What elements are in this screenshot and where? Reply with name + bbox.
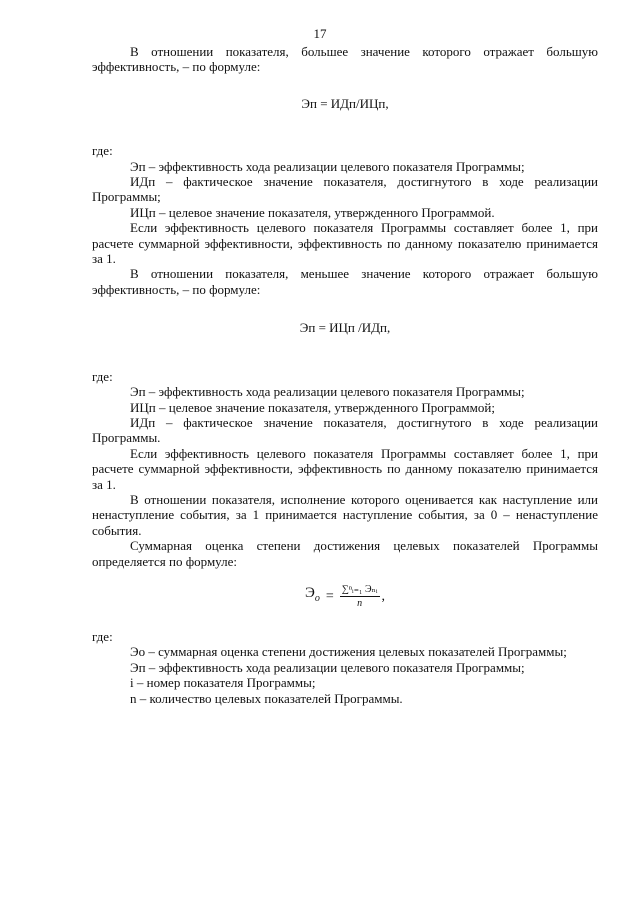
formula-lhs: $Э_о$: [304, 585, 320, 605]
formula-higher-better: Эп = ИДп/ИЦп,: [301, 95, 389, 111]
formula-total-expression: [305, 584, 385, 609]
where-label: где:: [92, 628, 113, 644]
formula-fraction: [340, 584, 380, 609]
where-label: где:: [92, 368, 113, 384]
definition-idp: ИДп – фактическое значение показателя, достигнутого в ходе реализации Программы;: [92, 174, 598, 205]
definition-i: i – номер показателя Программы;: [130, 675, 316, 691]
paragraph-higher-better: В отношении показателя, большее значение которого отражает большую эффективность, – по формуле:: [92, 44, 598, 75]
definition-ep: Эп – эффективность хода реализации целевого показателя Программы;: [130, 659, 525, 675]
definition-ep: Эп – эффективность хода реализации целевого показателя Программы;: [130, 158, 525, 174]
formula-numerator: ∑ⁿᵢ₌₁ Эₙᵢ: [341, 583, 378, 595]
definition-icp: ИЦп – целевое значение показателя, утвержденного Программой.: [130, 204, 495, 220]
formula-denominator: n: [357, 597, 363, 609]
paragraph-event-indicator: В отношении показателя, исполнение которого оценивается как наступление или ненаступление события, за 1 принимается наступление события, за 0 – ненаступление события.: [92, 491, 598, 538]
formula-total: [92, 584, 598, 609]
paragraph-cap-note: Если эффективность целевого показателя Программы составляет более 1, при расчете суммарной эффективности, эффективность по данному показателю принимается за 1.: [92, 220, 598, 267]
formula-trailing-comma: ,: [381, 588, 386, 604]
definition-ep: Эп – эффективность хода реализации целевого показателя Программы;: [130, 384, 525, 400]
paragraph-cap-note: Если эффективность целевого показателя Программы составляет более 1, при расчете суммарной эффективности, эффективность по данному показателю принимается за 1.: [92, 445, 598, 492]
paragraph-lower-better: В отношении показателя, меньшее значение которого отражает большую эффективность, – по формуле:: [92, 266, 598, 297]
formula-equals: =: [325, 588, 334, 604]
definition-icp: ИЦп – целевое значение показателя, утвержденного Программой;: [130, 399, 495, 415]
where-label: где:: [92, 143, 113, 159]
formula-lower-better: Эп = ИЦп /ИДп,: [299, 320, 391, 336]
paragraph-total-assessment: Суммарная оценка степени достижения целевых показателей Программы определяется по формуле:: [92, 538, 598, 569]
definition-n: n – количество целевых показателей Программы.: [130, 690, 403, 706]
page-number: 17: [313, 26, 327, 41]
definition-eo: Эо – суммарная оценка степени достижения целевых показателей Программы;: [130, 644, 567, 660]
document-body: [92, 44, 598, 706]
definition-idp: ИДп – фактическое значение показателя, достигнутого в ходе реализации Программы.: [92, 414, 598, 446]
